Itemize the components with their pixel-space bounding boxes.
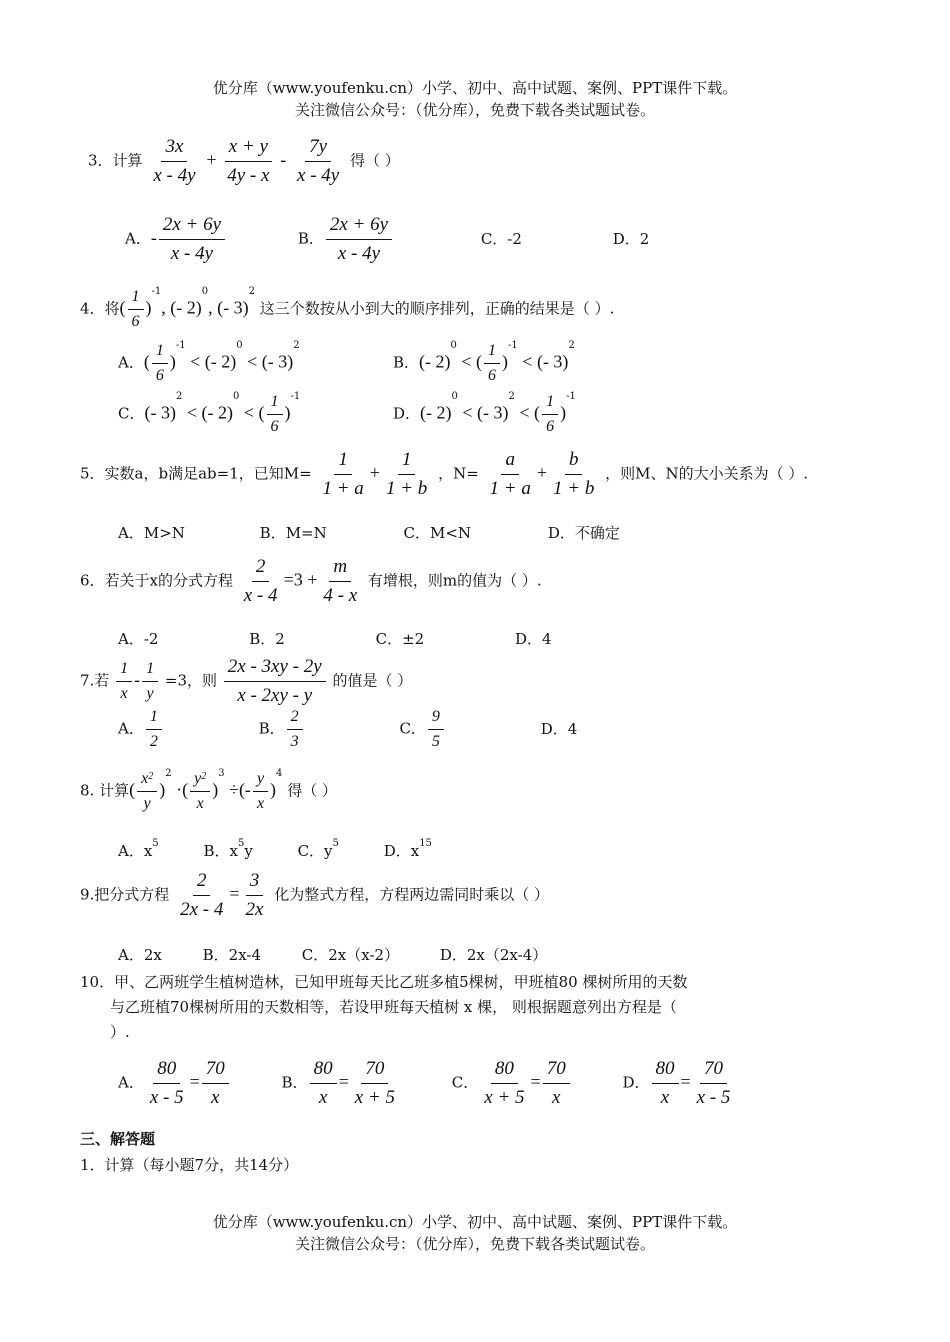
q3-fraction-2: $\frac{x + y}{4y - x}$ <box>223 136 273 187</box>
q8-options <box>118 840 432 861</box>
q6-option-d: D．4 <box>514 630 552 648</box>
question-5: 5．实数a，b满足ab=1，已知M= $\frac{1}{1 + a}$ + $\frac{1}{1 + b}$ ，N= $\frac{a}{1 + a}$ + $\frac{b}{1 + b}$ ，则M、N的大小关系为（ ）. <box>80 449 809 499</box>
header-line-1: 优分库（www.youfenku.cn）小学、初中、高中试题、案例、PPT课件下载。 <box>212 79 738 97</box>
q5-option-b: B．M=N <box>259 524 327 542</box>
question-10-line-3: ）. <box>110 1023 130 1041</box>
q5-option-a: A．M>N <box>118 524 185 542</box>
q6-options <box>118 628 552 649</box>
q3-fraction-1: $\frac{3x}{x - 4y}$ <box>153 136 196 186</box>
header-line-2: 关注微信公众号：（优分库），免费下载各类试题试卷。 <box>294 101 655 119</box>
q9-option-d: D．2x（2x-4） <box>439 946 548 964</box>
question-9: 9.把分式方程 $\frac{2}{2x - 4}$ = $\frac{3}{2x}$ 化为整式方程，方程两边需同时乘以（ ） <box>80 870 550 920</box>
section-3-title: 三、解答题 <box>80 1130 156 1148</box>
q7-option-d: D．4 <box>540 719 578 738</box>
q10-options <box>118 1058 736 1109</box>
q3-lead: 3．计算 <box>88 151 143 170</box>
q6-option-b: B．2 <box>249 630 285 648</box>
q5-option-c: C．M<N <box>403 524 472 542</box>
q8-option-c: C．$y^5$ <box>297 838 339 860</box>
q3-options <box>125 214 649 265</box>
q7-options <box>118 708 577 751</box>
q4-option-d: D．(- 2)$^0$ < (- 3)$^2$ < ( $\frac{1}{6}$ )$^{-1}$ <box>393 391 576 435</box>
q3-fraction-3: $\frac{7y}{x - 4y}$ <box>297 136 340 186</box>
q8-option-a: A．$x^5$ <box>118 838 159 860</box>
q8-option-b: B．$x^5y$ <box>203 838 253 860</box>
q10-option-b: B． $\frac{80}{x}$ = $\frac{70}{x + 5}$ <box>281 1058 395 1108</box>
question-10-line-2: 与乙班植70棵树所用的天数相等，若设甲班每天植树 x 棵， 则根据题意列出方程是（ <box>110 998 677 1016</box>
q3-option-c: C．-2 <box>480 229 522 248</box>
question-3: 3．计算 $\frac{3x}{x - 4y}$ + $\frac{x + y}{4y - x}$ - $\frac{7y}{x - 4y}$ 得（ ） <box>88 136 400 186</box>
q9-option-c: C．2x（x-2） <box>301 946 400 964</box>
question-4: 4．将( $\frac{1}{6}$ )$^{-1}$, (- 2)$^0$, (- 3)$^2$ 这三个数按从小到大的顺序排列，正确的结果是（ ）. <box>80 286 615 330</box>
section-3-question-1: 1．计算（每小题7分，共14分） <box>80 1156 299 1174</box>
q6-option-c: C．±2 <box>375 630 425 648</box>
q3-option-d: D．2 <box>612 229 650 248</box>
q10-option-d: D． $\frac{80}{x}$ = $\frac{70}{x - 5}$ <box>622 1058 731 1108</box>
q9-option-a: A．2x <box>118 946 162 964</box>
q10-option-a: A． $\frac{80}{x - 5}$ = $\frac{70}{x}$ <box>118 1058 231 1109</box>
q4-option-c: C．(- 3)$^2$ < (- 2)$^0$ < ( $\frac{1}{6}$ )$^{-1}$ <box>118 391 301 435</box>
q9-options <box>118 944 547 965</box>
question-10-line-1: 10．甲、乙两班学生植树造林，已知甲班每天比乙班多植5棵树，甲班植80 棵树所用的天数 <box>80 973 688 991</box>
q10-option-c: C． $\frac{80}{x + 5}$ = $\frac{70}{x}$ <box>452 1058 572 1109</box>
q3-option-b: B． $\frac{2x + 6y}{x - 4y}$ <box>298 214 394 265</box>
q3-option-a: A．- $\frac{2x + 6y}{x - 4y}$ <box>125 214 227 265</box>
q7-option-c: C． $\frac{9}{5}$ <box>399 708 445 751</box>
q7-option-a: A． $\frac{1}{2}$ <box>118 708 164 751</box>
question-7: 7.若 $\frac{1}{x}$ - $\frac{1}{y}$ =3，则 $\frac{2x - 3xy - 2y}{x - 2xy - y}$ 的值是（ ） <box>80 656 413 706</box>
q8-option-d: D．$x^{15}$ <box>383 838 432 860</box>
footer-line-2: 关注微信公众号：（优分库），免费下载各类试题试卷。 <box>294 1235 655 1253</box>
q6-option-a: A．-2 <box>118 630 159 648</box>
q4-option-b: B．(- 2)$^0$ < ( $\frac{1}{6}$ )$^{-1}$ < (- 3)$^2$ <box>393 340 575 384</box>
q7-option-b: B． $\frac{2}{3}$ <box>259 708 305 751</box>
question-6: 6．若关于x的分式方程 $\frac{2}{x - 4}$ =3 + $\frac{m}{4 - x}$ 有增根，则m的值为（ ）. <box>80 556 542 606</box>
q5-option-d: D．不确定 <box>547 524 620 542</box>
question-8: 8. 计算( $\frac{x^2}{y}$ )$^2$ ·( $\frac{y^2}{x}$ )$^3$ ÷(- $\frac{y}{x}$ )$^4$ 得（ ） <box>80 768 337 812</box>
q5-options <box>118 522 620 543</box>
q4-option-a: A．( $\frac{1}{6}$ )$^{-1}$ < (- 2)$^0$ < (- 3)$^2$ <box>118 340 300 384</box>
q9-option-b: B．2x-4 <box>202 946 261 964</box>
footer-line-1: 优分库（www.youfenku.cn）小学、初中、高中试题、案例、PPT课件下载。 <box>212 1213 738 1231</box>
